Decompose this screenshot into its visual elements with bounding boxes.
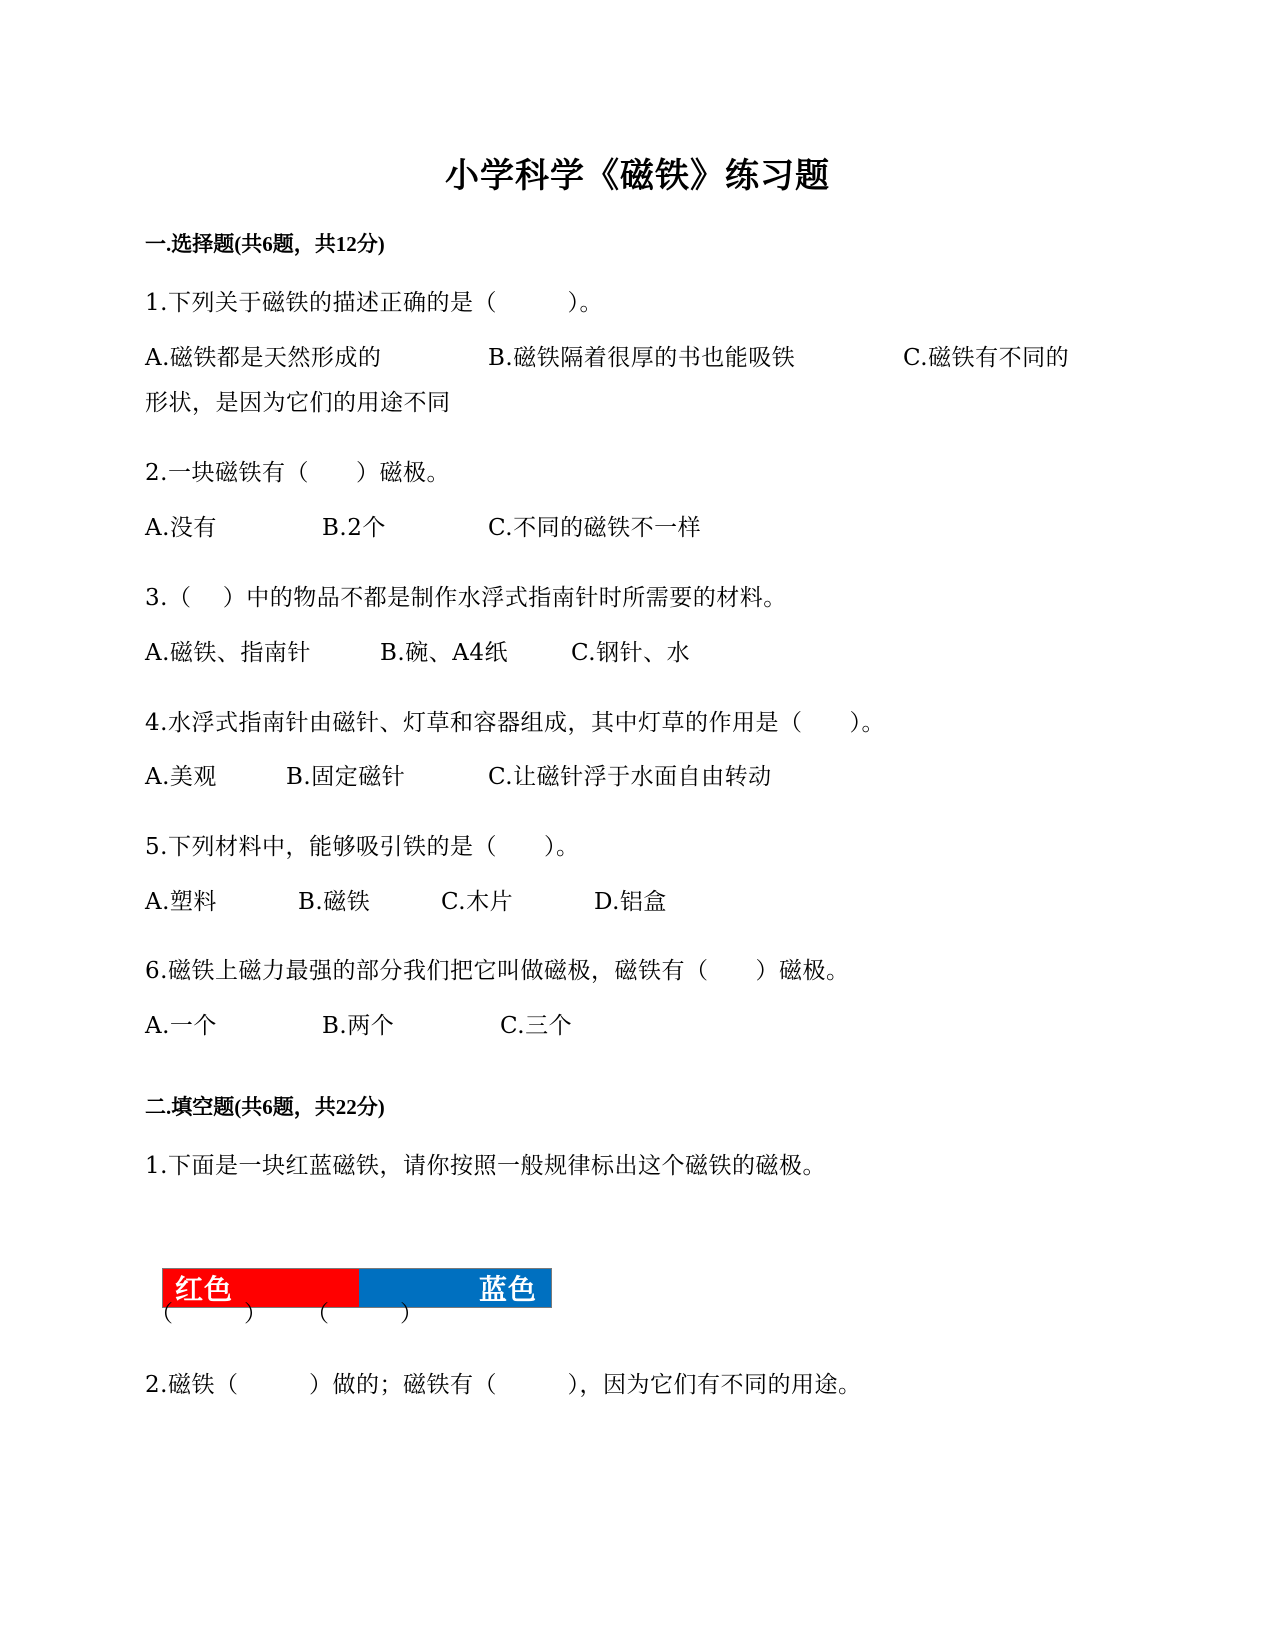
question-4-stem: 4.水浮式指南针由磁针、灯草和容器组成，其中灯草的作用是（ ）。	[145, 710, 885, 736]
fill-question-1-blank-left: （ ）	[150, 1301, 268, 1327]
question-5-option-c: C.木片	[441, 889, 514, 915]
section-heading-fill-blank: 二.填空题(共6题，共22分)	[145, 1095, 385, 1119]
question-3-stem: 3.（ ）中的物品不都是制作水浮式指南针时所需要的材料。	[145, 585, 787, 611]
fill-question-1-stem: 1.下面是一块红蓝磁铁，请你按照一般规律标出这个磁铁的磁极。	[145, 1153, 826, 1179]
question-2-stem: 2.一块磁铁有（ ）磁极。	[145, 460, 450, 486]
question-6-option-c: C.三个	[500, 1013, 573, 1039]
fill-question-1-blank-right: （ ）	[306, 1301, 424, 1327]
question-1-stem: 1.下列关于磁铁的描述正确的是（ ）。	[145, 290, 603, 316]
question-5-stem: 5.下列材料中，能够吸引铁的是（ ）。	[145, 834, 580, 860]
question-5-option-a: A.塑料	[145, 889, 217, 915]
question-5-option-d: D.铝盒	[594, 889, 667, 915]
page-title: 小学科学《磁铁》练习题	[445, 156, 830, 196]
question-3-option-b: B.碗、A4纸	[380, 640, 508, 666]
question-4-option-c: C.让磁针浮于水面自由转动	[488, 764, 772, 790]
question-2-option-c: C.不同的磁铁不一样	[488, 515, 702, 541]
question-2-option-b: B.2个	[322, 515, 386, 541]
fill-question-2-stem: 2.磁铁（ ）做的；磁铁有（ ），因为它们有不同的用途。	[145, 1372, 862, 1398]
question-4-option-a: A.美观	[145, 764, 217, 790]
question-3-option-a: A.磁铁、指南针	[145, 640, 311, 666]
magnet-blue-label: 蓝色	[478, 1273, 537, 1306]
question-6-option-a: A.一个	[145, 1013, 217, 1039]
question-1-option-a: A.磁铁都是天然形成的	[145, 345, 382, 371]
question-5-option-b: B.磁铁	[298, 889, 371, 915]
question-3-option-c: C.钢针、水	[571, 640, 691, 666]
question-2-option-a: A.没有	[145, 515, 217, 541]
section-heading-choice: 一.选择题(共6题，共12分)	[145, 232, 385, 256]
question-6-option-b: B.两个	[322, 1013, 395, 1039]
question-1-option-c: C.磁铁有不同的	[903, 345, 1070, 371]
question-4-option-b: B.固定磁针	[286, 764, 406, 790]
question-1-option-b: B.磁铁隔着很厚的书也能吸铁	[488, 345, 796, 371]
magnet-red-label: 红色	[175, 1273, 234, 1306]
question-6-stem: 6.磁铁上磁力最强的部分我们把它叫做磁极，磁铁有（ ）磁极。	[145, 958, 850, 984]
question-1-option-c-continued: 形状，是因为它们的用途不同	[145, 390, 451, 416]
